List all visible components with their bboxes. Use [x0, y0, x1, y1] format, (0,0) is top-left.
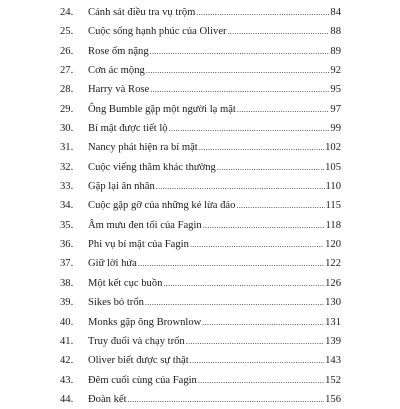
chapter-number: 32.	[60, 161, 74, 173]
chapter-number: 24.	[60, 7, 74, 18]
page-number: 89	[330, 45, 341, 57]
chapter-title: Cuộc viếng thăm khác thường	[88, 161, 216, 173]
toc-entry	[88, 3, 341, 22]
toc-row	[0, 332, 400, 351]
toc-row	[0, 235, 400, 254]
chapter-title: Giữ lời hứa	[88, 258, 137, 270]
dot-leader	[156, 177, 325, 196]
chapter-title: Cơn ác mộng	[88, 65, 145, 77]
toc-entry	[88, 100, 341, 119]
chapter-number: 39.	[60, 297, 74, 309]
chapter-number: 35.	[60, 219, 74, 231]
chapter-title: Bí mật được tiết lộ	[88, 123, 168, 135]
dot-leader	[190, 351, 324, 370]
chapter-number: 25.	[60, 26, 74, 38]
chapter-number: 42.	[60, 355, 74, 367]
toc-entry	[88, 22, 341, 41]
toc-row	[0, 351, 400, 370]
toc-row	[0, 3, 400, 22]
dot-leader	[186, 332, 324, 351]
page-number: 92	[330, 65, 341, 77]
toc-row	[0, 216, 400, 235]
toc-entry	[88, 119, 341, 138]
toc-entry	[88, 332, 341, 351]
toc-row	[0, 158, 400, 177]
toc-entry	[88, 351, 341, 370]
dot-leader	[203, 216, 325, 235]
toc-entry	[88, 138, 341, 157]
dot-leader	[217, 158, 324, 177]
toc-row	[0, 177, 400, 196]
toc-entry	[88, 293, 341, 312]
page-number: 120	[325, 239, 341, 251]
dot-leader	[128, 390, 325, 409]
page-number: 152	[325, 374, 341, 386]
chapter-number: 31.	[60, 142, 74, 154]
chapter-title: Đoàn kết	[88, 393, 127, 405]
chapter-number: 34.	[60, 200, 74, 212]
toc-row	[0, 138, 400, 157]
page-number: 105	[325, 161, 341, 173]
page-number: 95	[330, 84, 341, 96]
chapter-title: Cảnh sát điều tra vụ trộm	[88, 7, 196, 18]
toc-row	[0, 22, 400, 41]
toc-row	[0, 61, 400, 80]
dot-leader	[163, 274, 324, 293]
chapter-title: Harry và Rose	[88, 84, 150, 96]
toc-row	[0, 293, 400, 312]
dot-leader	[145, 293, 324, 312]
toc-row	[0, 371, 400, 390]
chapter-number: 36.	[60, 239, 74, 251]
dot-leader	[169, 119, 330, 138]
chapter-title: Ông Bumble gặp một người lạ mặt	[88, 103, 236, 115]
page-number: 102	[325, 142, 341, 154]
chapter-number: 40.	[60, 316, 74, 328]
page-number: 115	[325, 200, 341, 212]
dot-leader	[146, 61, 330, 80]
toc-row	[0, 254, 400, 273]
dot-leader	[228, 22, 330, 41]
toc-row	[0, 80, 400, 99]
chapter-number: 37.	[60, 258, 74, 270]
chapter-title: Nancy phát hiện ra bí mật	[88, 142, 198, 154]
toc-row	[0, 196, 400, 215]
chapter-number: 26.	[60, 45, 74, 57]
chapter-title: Gặp lại ân nhân	[88, 181, 155, 193]
chapter-number: 30.	[60, 123, 74, 135]
chapter-title: Phi vụ bí mật của Fagin	[88, 239, 189, 251]
chapter-title: Monks gặp ông Brownlow	[88, 316, 202, 328]
page-number: 118	[325, 219, 341, 231]
dot-leader	[202, 313, 324, 332]
dot-leader	[237, 100, 330, 119]
page-number: 143	[325, 355, 341, 367]
chapter-title: Sikes bỏ trốn	[88, 297, 144, 309]
page-number: 84	[330, 7, 341, 18]
toc-entry	[88, 216, 341, 235]
page-number: 131	[325, 316, 341, 328]
toc-entry	[88, 371, 341, 390]
page-number: 110	[325, 181, 341, 193]
page-number: 122	[325, 258, 341, 270]
dot-leader	[198, 371, 324, 390]
toc-row	[0, 274, 400, 293]
chapter-title: Truy đuổi và chạy trốn	[88, 335, 185, 347]
chapter-number: 27.	[60, 65, 74, 77]
page-number: 97	[330, 103, 341, 115]
dot-leader	[138, 254, 324, 273]
chapter-title: Cuộc sống hạnh phúc của Oliver	[88, 26, 227, 38]
dot-leader	[150, 42, 330, 61]
toc-entry	[88, 61, 341, 80]
toc-entry	[88, 80, 341, 99]
toc-row	[0, 100, 400, 119]
toc-entry	[88, 196, 341, 215]
chapter-title: Đêm cuối cùng của Fagin	[88, 374, 197, 386]
chapter-title: Âm mưu đen tối của Fagin	[88, 219, 202, 231]
toc-row	[0, 119, 400, 138]
dot-leader	[196, 3, 329, 22]
dot-leader	[150, 80, 329, 99]
table-of-contents	[0, 3, 400, 409]
chapter-number: 33.	[60, 181, 74, 193]
chapter-number: 29.	[60, 103, 74, 115]
page-number: 99	[330, 123, 341, 135]
chapter-number: 41.	[60, 335, 74, 347]
toc-row	[0, 313, 400, 332]
toc-row	[0, 42, 400, 61]
chapter-title: Một kết cục buồn	[88, 277, 163, 289]
toc-entry	[88, 42, 341, 61]
dot-leader	[190, 235, 324, 254]
page-number: 130	[325, 297, 341, 309]
toc-entry	[88, 313, 341, 332]
toc-entry	[88, 158, 341, 177]
chapter-title: Cuộc gặp gỡ của những kẻ lừa đảo	[88, 200, 236, 212]
page-number: 139	[325, 335, 341, 347]
chapter-title: Oliver biết được sự thật	[88, 355, 189, 367]
toc-entry	[88, 177, 341, 196]
chapter-title: Rose ốm nặng	[88, 45, 149, 57]
page-number: 156	[325, 393, 341, 405]
dot-leader	[236, 196, 324, 215]
chapter-number: 28.	[60, 84, 74, 96]
chapter-number: 43.	[60, 374, 74, 386]
toc-entry	[88, 235, 341, 254]
page-number: 126	[325, 277, 341, 289]
chapter-number: 44.	[60, 393, 74, 405]
toc-row	[0, 390, 400, 409]
chapter-number: 38.	[60, 277, 74, 289]
page-number: 88	[330, 26, 341, 38]
toc-entry	[88, 390, 341, 409]
toc-entry	[88, 274, 341, 293]
dot-leader	[199, 138, 324, 157]
toc-entry	[88, 254, 341, 273]
